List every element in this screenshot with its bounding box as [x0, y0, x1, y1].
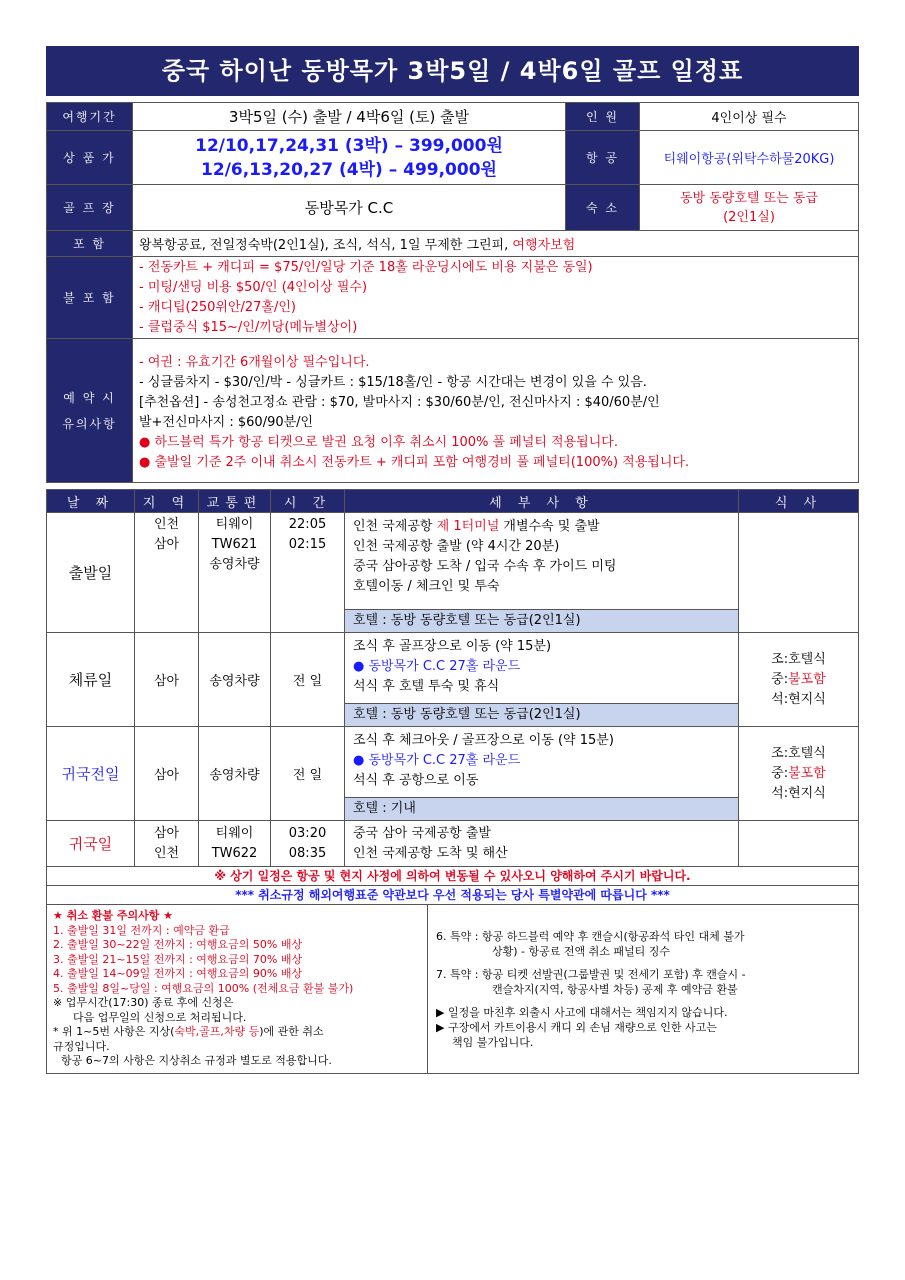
meal-value: 불포함 — [788, 671, 826, 687]
hotel-bar: 호텔 : 동방 동량호텔 또는 동급(2인1실) — [345, 703, 738, 726]
meal-label: 석: — [771, 691, 789, 707]
day-meals — [739, 727, 859, 821]
detail-highlight: 제 1터미널 — [436, 519, 500, 534]
schedule-row — [47, 513, 859, 633]
day-meals — [739, 633, 859, 727]
airline-value: 티웨이항공(위탁수하물20KG) — [640, 131, 859, 185]
notes-warning — [139, 453, 852, 473]
day-date: 귀국일 — [47, 821, 135, 867]
header-time: 시 간 — [271, 490, 345, 513]
day-region — [135, 821, 199, 867]
refund-rule: 4. 출발일 14~09일 전까지 : 여행요금의 90% 배상 — [53, 967, 303, 980]
schedule-notice: ※ 상기 일정은 항공 및 현지 사정에 의하여 변동될 수 있사오니 양해하여 주시기 바랍니다. — [46, 867, 859, 886]
golf-value: 동방목가 C.C — [133, 185, 566, 231]
meal-value: 현지식 — [788, 691, 826, 707]
time: 03:20 — [288, 825, 327, 841]
notes-label-line-1: 예 약 시 — [63, 390, 116, 405]
day-region — [135, 513, 199, 633]
note-highlight: 숙박,골프,차량 등 — [174, 1025, 260, 1038]
day-details — [345, 727, 739, 821]
refund-heading: ★ 취소 환불 주의사항 ★ — [53, 909, 174, 922]
day-date: 체류일 — [47, 633, 135, 727]
hotel-bar: 호텔 : 기내 — [345, 797, 738, 820]
notes-item: 발+전신마사지 : $60/90분/인 — [139, 414, 314, 430]
meal — [739, 784, 858, 804]
include-label: 포 함 — [47, 231, 133, 257]
liability-note: 책임 불가입니다. — [452, 1036, 534, 1049]
round-text: 동방목가 C.C 27홀 라운드 — [368, 753, 521, 768]
bullet-icon: ● — [139, 454, 155, 470]
schedule-row — [47, 633, 859, 727]
day-date: 귀국전일 — [47, 727, 135, 821]
meal — [739, 670, 858, 690]
bullet-icon: ● — [353, 753, 369, 768]
day-region: 삼아 — [135, 727, 199, 821]
price-value — [133, 131, 566, 185]
region: 삼아 — [153, 825, 180, 841]
price-line-3nights: 12/10,17,24,31 (3박) – 399,000원 — [195, 135, 503, 156]
meal-value: 불포함 — [788, 765, 826, 781]
exclude-item: - 미팅/샌딩 비용 $50/인 (4인이상 필수) — [139, 279, 368, 295]
airline-label: 항 공 — [566, 131, 640, 185]
day-details — [345, 513, 739, 633]
detail-line: 중국 삼아공항 도착 / 입국 수속 후 가이드 미팅 — [353, 559, 617, 574]
office-hours-note: 다음 업무일의 신청으로 처리됩니다. — [73, 1010, 247, 1024]
hotel-bar: 호텔 : 동방 동량호텔 또는 동급(2인1실) — [345, 609, 738, 632]
transport: TW622 — [211, 845, 258, 861]
golf-label: 골 프 장 — [47, 185, 133, 231]
day-details — [345, 821, 739, 867]
meal — [739, 690, 858, 710]
schedule-table — [46, 489, 859, 867]
refund-left — [47, 905, 428, 1073]
office-hours-note: ※ 업무시간(17:30) 종료 후에 신청은 — [53, 996, 234, 1009]
day-meals — [739, 513, 859, 633]
lodging-line-1: 동방 동량호텔 또는 동급 — [680, 190, 818, 206]
notes-item: - 싱글룸차지 - $30/인/박 - 싱글카트 : $15/18홀/인 - 항공 시간대는 변경이 있을 수 있음. — [139, 374, 647, 390]
info-table — [46, 102, 859, 483]
day-meals — [739, 821, 859, 867]
detail-line: 석식 후 호텔 투숙 및 휴식 — [353, 679, 500, 694]
note-text: )에 관한 취소 — [259, 1025, 324, 1038]
special-term: 캔슬차지(지역, 항공사별 차등) 공제 후 예약금 환불 — [492, 983, 738, 996]
header-meals: 식 사 — [739, 490, 859, 513]
schedule-row — [47, 727, 859, 821]
header-region: 지 역 — [135, 490, 199, 513]
meal — [739, 744, 858, 764]
refund-policy — [46, 905, 859, 1074]
meal-label: 중: — [771, 671, 789, 687]
lodging-label: 숙 소 — [566, 185, 640, 231]
transport: 송영차량 — [209, 557, 260, 572]
day-transport — [199, 821, 271, 867]
day-transport — [199, 513, 271, 633]
detail-text: 개별수속 및 출발 — [499, 519, 600, 534]
region: 인천 — [153, 845, 180, 861]
include-insurance: 여행자보험 — [512, 238, 576, 253]
detail-line-round — [353, 657, 730, 677]
special-term: 7. 특약 : 항공 티켓 선발권(그룹발권 및 전세기 포함) 후 캔슬시 - — [436, 968, 746, 981]
detail-text: 인천 국제공항 — [353, 519, 437, 534]
day-details — [345, 633, 739, 727]
transport: TW621 — [211, 537, 258, 552]
transport: 티웨이 — [215, 825, 254, 841]
detail-line: 조식 후 체크아웃 / 골프장으로 이동 (약 15분) — [353, 733, 614, 748]
detail-line: 석식 후 공항으로 이동 — [353, 773, 479, 788]
bullet-icon: ● — [139, 434, 155, 450]
meal-label: 조: — [771, 745, 789, 761]
header-transport: 교통편 — [199, 490, 271, 513]
meal-label: 중: — [771, 765, 789, 781]
day-date: 출발일 — [47, 513, 135, 633]
refund-rule: 5. 출발일 8일~당일 : 여행요금의 100% (전체요금 환불 불가) — [53, 981, 354, 995]
notes-list — [133, 339, 859, 483]
meal-value: 현지식 — [788, 785, 826, 801]
meal — [739, 650, 858, 670]
detail-line: 호텔이동 / 체크인 및 투숙 — [353, 579, 500, 594]
note-text: * 위 1~5번 사항은 지상( — [53, 1025, 175, 1038]
round-text: 동방목가 C.C 27홀 라운드 — [368, 659, 521, 674]
time: 02:15 — [288, 537, 327, 552]
day-transport: 송영차량 — [199, 633, 271, 727]
refund-rule: 1. 출발일 31일 전까지 : 예약금 환급 — [53, 923, 230, 937]
day-time — [271, 513, 345, 633]
liability-note: ▶ 일정을 마친후 외출시 사고에 대해서는 책임지지 않습니다. — [436, 1006, 728, 1019]
header-date: 날 짜 — [47, 490, 135, 513]
ground-note: 규정입니다. — [53, 1039, 110, 1053]
meal-value: 호텔식 — [788, 651, 826, 667]
price-line-4nights: 12/6,13,20,27 (4박) – 499,000원 — [201, 159, 497, 180]
detail-line: 인천 국제공항 도착 및 해산 — [353, 845, 508, 861]
refund-rule: 2. 출발일 30~22일 전까지 : 여행요금의 50% 배상 — [53, 938, 303, 951]
exclude-list — [133, 257, 859, 339]
day-time — [271, 821, 345, 867]
include-value — [133, 231, 859, 257]
notes-label-line-2: 유의사항 — [62, 416, 117, 431]
meal-label: 석: — [771, 785, 789, 801]
ground-note — [53, 1025, 421, 1040]
notes-item: [추천옵션] - 송성천고정쇼 관람 : $70, 발마사지 : $30/60분/인, 전신마사지 : $40/60분/인 — [139, 394, 660, 410]
time: 08:35 — [288, 845, 327, 861]
air-note: 항공 6~7의 사항은 지상취소 규정과 별도로 적용합니다. — [61, 1054, 332, 1067]
detail-line: 조식 후 골프장으로 이동 (약 15분) — [353, 639, 552, 654]
notes-label — [47, 339, 133, 483]
price-label: 상 품 가 — [47, 131, 133, 185]
day-region: 삼아 — [135, 633, 199, 727]
refund-rule: 3. 출발일 21~15일 전까지 : 여행요금의 70% 배상 — [53, 952, 303, 966]
warning-text: 출발일 기준 2주 이내 취소시 전동카트 + 캐디피 포함 여행경비 풀 페널티(100%) 적용됩니다. — [154, 454, 690, 470]
notes-passport: - 여권 : 유효기간 6개월이상 필수입니다. — [139, 354, 370, 370]
day-time: 전 일 — [271, 727, 345, 821]
itinerary-document — [46, 46, 859, 1074]
detail-line — [353, 517, 730, 537]
include-text: 왕복항공료, 전일정숙박(2인1실), 조식, 석식, 1일 무제한 그린피, — [139, 238, 513, 253]
schedule-row — [47, 821, 859, 867]
day-time: 전 일 — [271, 633, 345, 727]
special-term: 상황) - 항공료 전액 취소 패널티 징수 — [492, 945, 671, 958]
liability-note: ▶ 구장에서 카트이용시 캐디 외 손님 재량으로 인한 사고는 — [436, 1021, 717, 1034]
people-label: 인 원 — [566, 103, 640, 131]
lodging-value — [640, 185, 859, 231]
region: 인천 — [153, 517, 180, 532]
warning-text: 하드블럭 특가 항공 티켓으로 발권 요청 이후 취소시 100% 풀 페널티 적용됩니다. — [154, 434, 618, 450]
exclude-item: - 클럽중식 $15~/인/끼당(메뉴별상이) — [139, 319, 358, 335]
detail-line: 인천 국제공항 출발 (약 4시간 20분) — [353, 539, 560, 554]
bullet-icon: ● — [353, 659, 369, 674]
lodging-line-2: (2인1실) — [723, 209, 775, 225]
period-label: 여행기간 — [47, 103, 133, 131]
notes-warning — [139, 433, 852, 453]
exclude-label: 불 포 함 — [47, 257, 133, 339]
meal — [739, 764, 858, 784]
detail-line: 중국 삼아 국제공항 출발 — [353, 825, 491, 841]
detail-line-round — [353, 751, 730, 771]
time: 22:05 — [288, 517, 327, 532]
header-details: 세 부 사 항 — [345, 490, 739, 513]
transport: 티웨이 — [215, 517, 254, 532]
exclude-item: - 캐디팁(250위안/27홀/인) — [139, 299, 296, 315]
exclude-item: - 전동카트 + 캐디피 = $75/인/일당 기준 18홀 라운딩시에도 비용 지불은 동일) — [139, 259, 593, 275]
people-value: 4인이상 필수 — [640, 103, 859, 131]
page-title: 중국 하이난 동방목가 3박5일 / 4박6일 골프 일정표 — [46, 46, 859, 96]
special-term: 6. 특약 : 항공 하드블럭 예약 후 캔슬시(항공좌석 타인 대체 불가 — [436, 930, 745, 943]
region: 삼아 — [153, 537, 180, 552]
meal-label: 조: — [771, 651, 789, 667]
cancel-policy-notice: *** 취소규정 해외여행표준 약관보다 우선 적용되는 당사 특별약관에 따릅니다 *** — [46, 886, 859, 905]
period-value: 3박5일 (수) 출발 / 4박6일 (토) 출발 — [133, 103, 566, 131]
refund-right — [428, 905, 858, 1073]
day-transport: 송영차량 — [199, 727, 271, 821]
meal-value: 호텔식 — [788, 745, 826, 761]
